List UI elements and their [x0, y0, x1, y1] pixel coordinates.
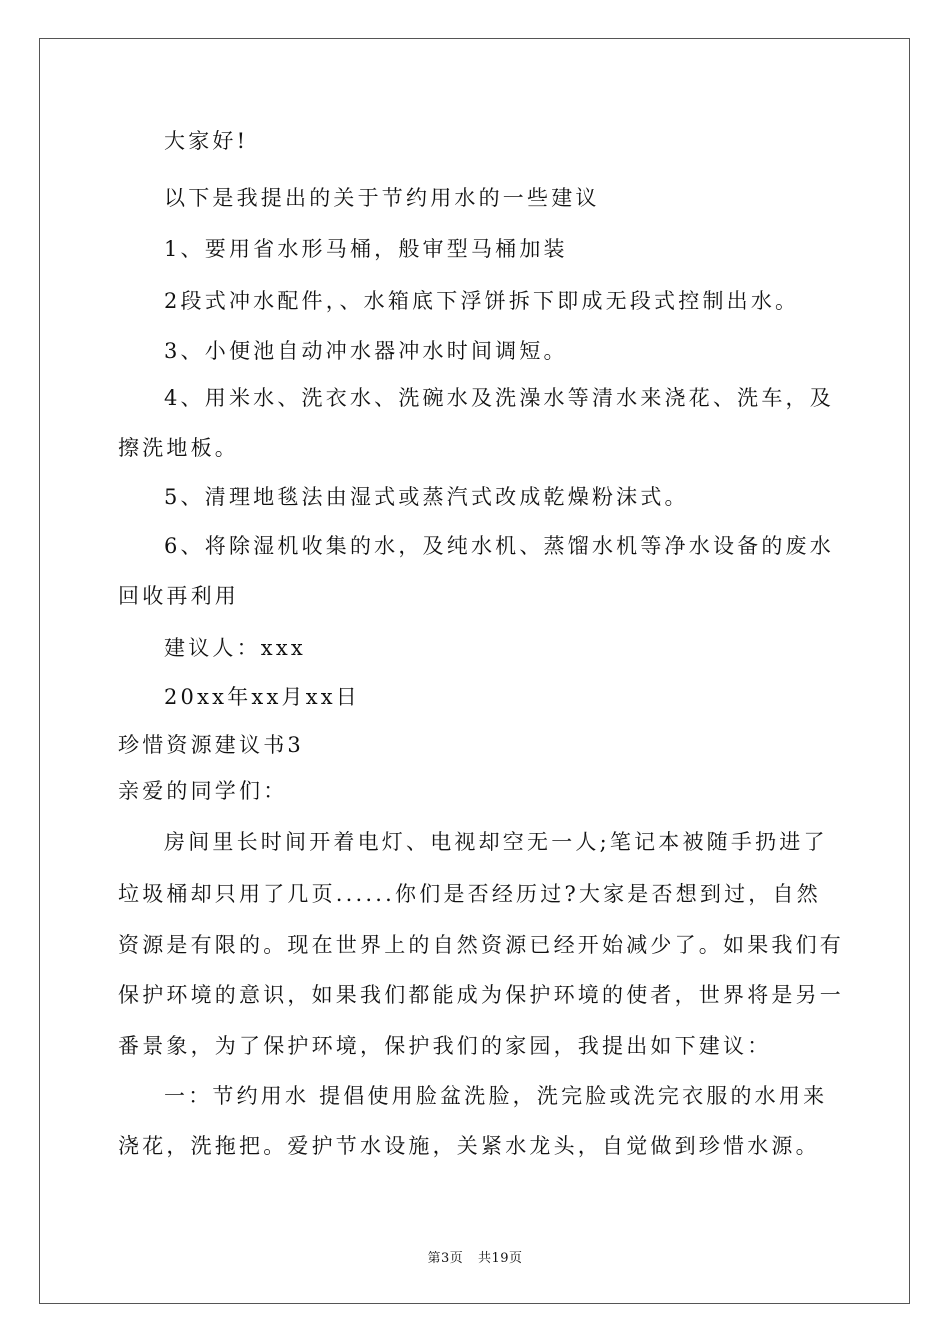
suggestion-5: 5、清理地毯法由湿式或蒸汽式改成乾燥粉沫式。 — [164, 485, 689, 509]
proposal-water-1: 一：节约用水 提倡使用脸盆洗脸，洗完脸或洗完衣服的水用来 — [164, 1084, 828, 1108]
paragraph-body-1: 房间里长时间开着电灯、电视却空无一人;笔记本被随手扔进了 — [164, 830, 828, 854]
suggestion-6: 6、将除湿机收集的水，及纯水机、蒸馏水机等净水设备的废水 — [164, 534, 834, 558]
proposal-water-2: 浇花，洗拖把。爱护节水设施，关紧水龙头，自觉做到珍惜水源。 — [118, 1134, 820, 1158]
proposer: 建议人：xxx — [164, 636, 306, 660]
page-total: 共19页 — [477, 1251, 523, 1266]
suggestion-1: 1、要用省水形马桶，般审型马桶加装 — [164, 237, 568, 261]
paragraph-body-2: 垃圾桶却只用了几页......你们是否经历过?大家是否想到过，自然 — [118, 882, 821, 906]
paragraph-body-3: 资源是有限的。现在世界上的自然资源已经开始减少了。如果我们有 — [118, 933, 844, 957]
date: 20xx年xx月xx日 — [164, 685, 360, 709]
suggestion-4: 4、用米水、洗衣水、洗碗水及洗澡水等清水来浇花、洗车，及 — [164, 386, 834, 410]
suggestion-6-cont: 回收再利用 — [118, 584, 239, 608]
page-number: 第3页 — [427, 1251, 464, 1266]
suggestion-3: 3、小便池自动冲水器冲水时间调短。 — [164, 339, 568, 363]
page-footer — [0, 1247, 950, 1266]
paragraph-intro: 以下是我提出的关于节约用水的一些建议 — [164, 186, 600, 210]
paragraph-body-4: 保护环境的意识，如果我们都能成为保护环境的使者，世界将是另一 — [118, 983, 844, 1007]
salutation: 亲爱的同学们： — [118, 779, 288, 803]
suggestion-1-cont: 2段式冲水配件，、水箱底下浮饼拆下即成无段式控制出水。 — [164, 289, 800, 313]
greeting: 大家好! — [164, 129, 249, 153]
page-frame — [39, 38, 910, 1304]
paragraph-body-5: 番景象，为了保护环境，保护我们的家园，我提出如下建议： — [118, 1034, 772, 1058]
suggestion-4-cont: 擦洗地板。 — [118, 436, 239, 460]
section-title: 珍惜资源建议书3 — [118, 733, 304, 757]
